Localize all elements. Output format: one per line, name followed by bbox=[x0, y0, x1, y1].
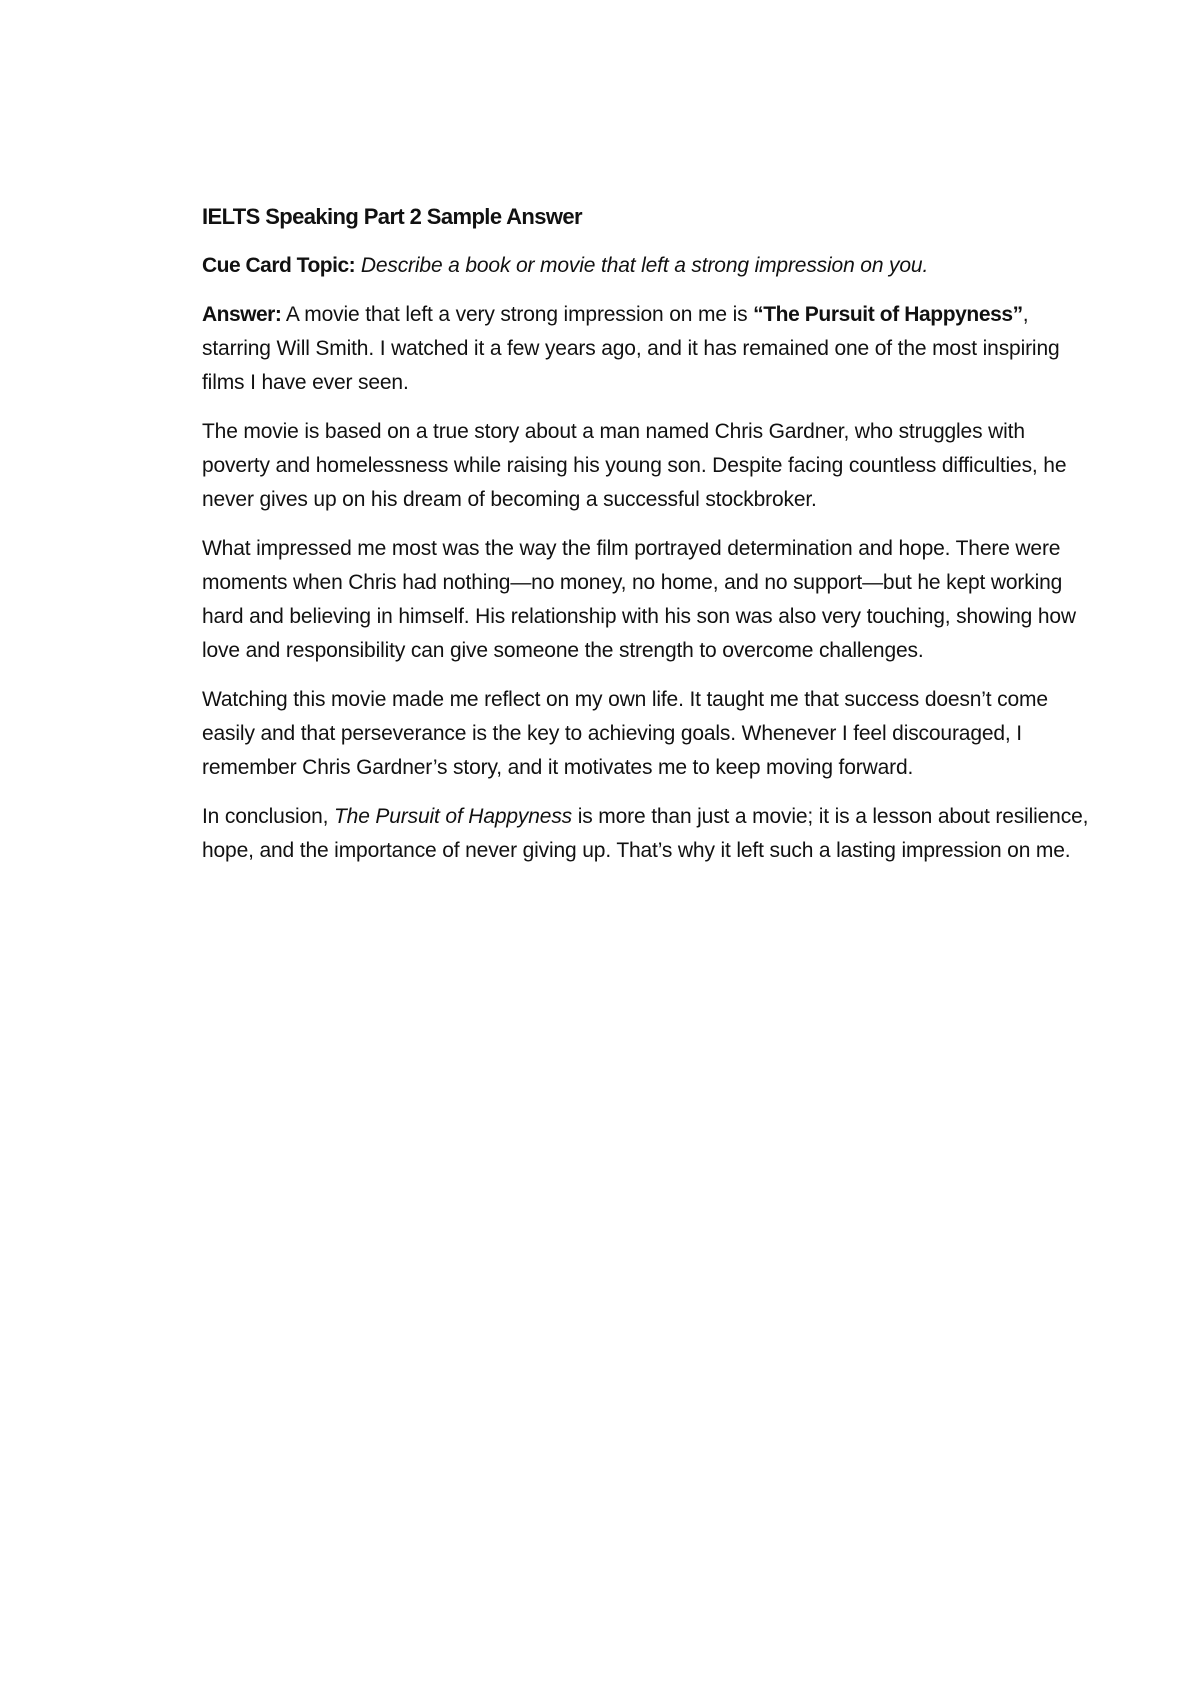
body-paragraph-plot: The movie is based on a true story about a man named Chris Gardner, who struggles with poverty and homelessness while raising his young son. Despite facing countless difficulties, he never gives up on his dream of becoming a successful stockbroker. bbox=[202, 420, 1067, 511]
document-title: IELTS Speaking Part 2 Sample Answer bbox=[202, 204, 583, 229]
document-body bbox=[202, 200, 1092, 883]
answer-label: Answer: bbox=[202, 303, 282, 326]
cue-card-topic: Describe a book or movie that left a strong impression on you. bbox=[360, 254, 929, 277]
conclusion-before: In conclusion, bbox=[202, 805, 334, 828]
cue-card-label: Cue Card Topic: bbox=[202, 254, 356, 277]
conclusion-paragraph bbox=[202, 800, 1092, 868]
answer-intro-after: , starring Will Smith. I watched it a few years ago, and it has remained one of the most inspiring films I have ever seen. bbox=[202, 303, 1060, 394]
conclusion-after: is more than just a movie; it is a lesson about resilience, hope, and the importance of never giving up. That’s why it left such a lasting impression on me. bbox=[202, 805, 1089, 862]
cue-card-line bbox=[202, 249, 1092, 283]
answer-intro-before: A movie that left a very strong impression on me is bbox=[281, 303, 754, 326]
body-paragraph-reflection: Watching this movie made me reflect on my own life. It taught me that success doesn’t come easily and that perseverance is the key to achieving goals. Whenever I feel discouraged, I remember Chris Gardner’s story, and it motivates me to keep moving forward. bbox=[202, 688, 1048, 779]
body-paragraph-impression: What impressed me most was the way the film portrayed determination and hope. There were moments when Chris had nothing—no money, no home, and no support—but he kept working hard and believing in himself. His relationship with his son was also very touching, showing how love and responsibility can give someone the strength to overcome challenges. bbox=[202, 537, 1076, 662]
answer-paragraph bbox=[202, 298, 1092, 400]
conclusion-movie-title: The Pursuit of Happyness bbox=[334, 805, 573, 828]
answer-movie-title: “The Pursuit of Happyness” bbox=[753, 303, 1023, 326]
